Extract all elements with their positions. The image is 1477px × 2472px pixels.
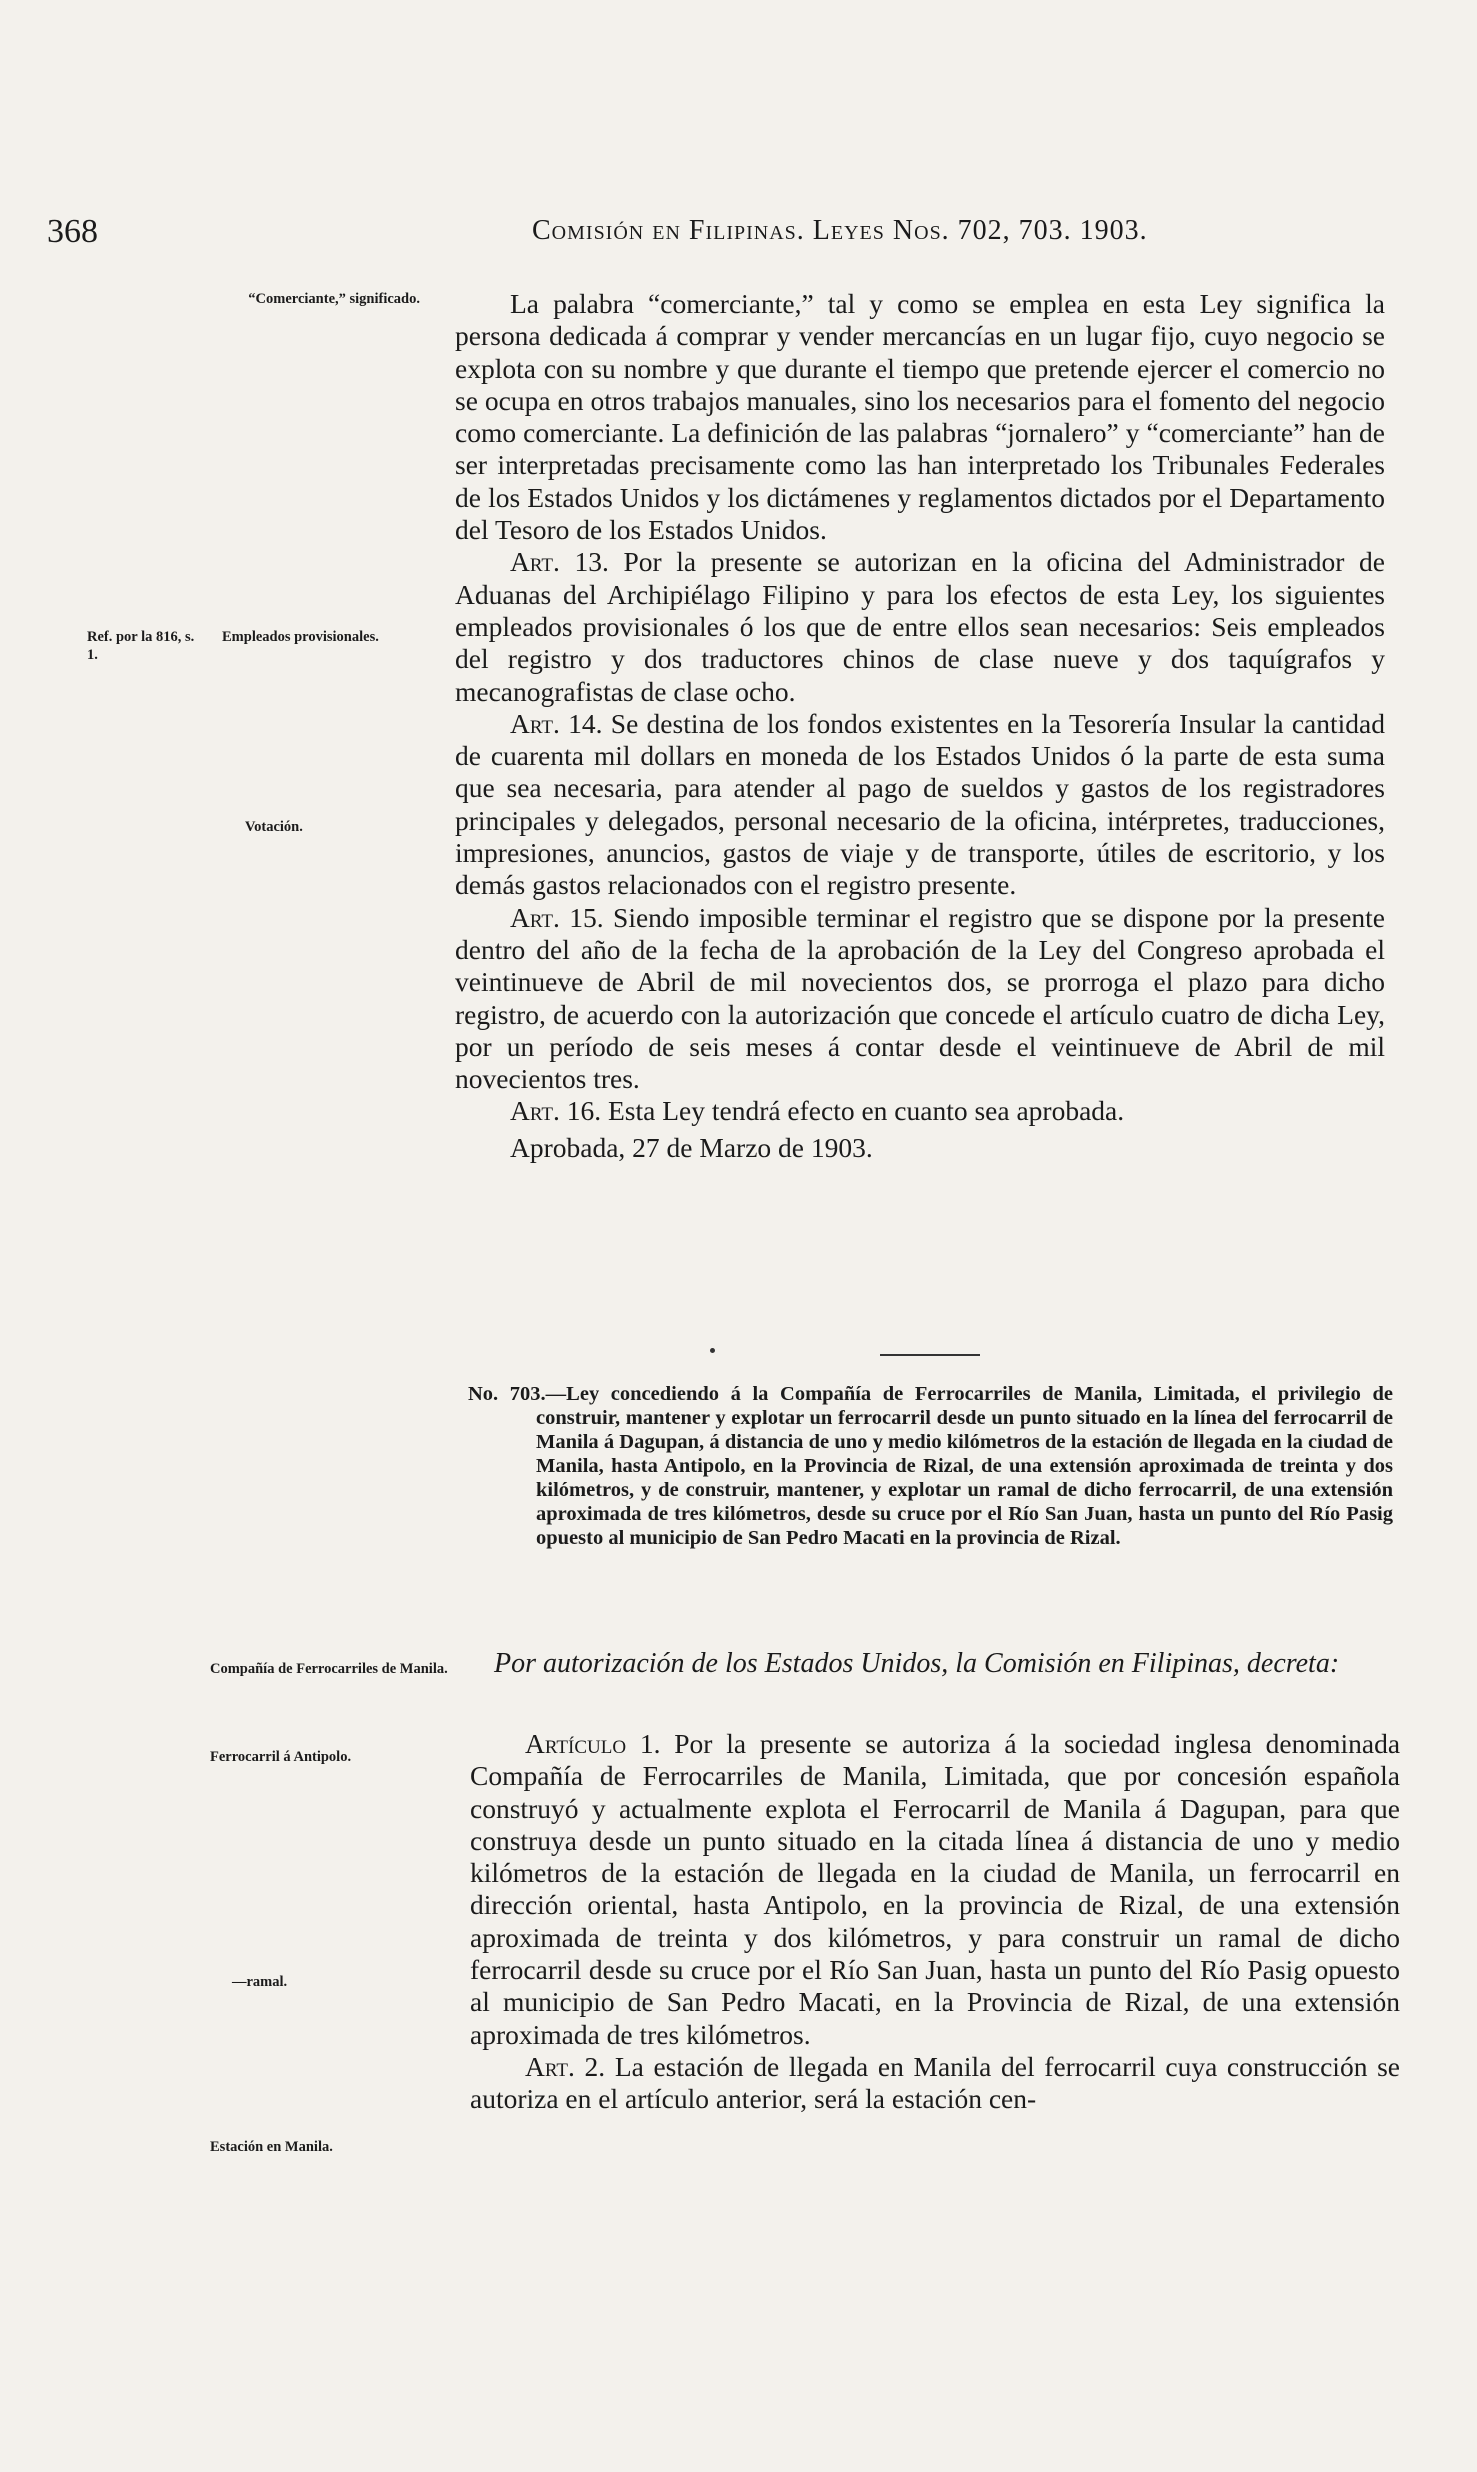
paragraph-art-15 (455, 902, 1385, 1096)
art-15-label: Art. 15. (510, 901, 604, 933)
margin-note-ramal: —ramal. (232, 1974, 288, 1990)
law-703-text (470, 1728, 1400, 2116)
art-16-label: Art. 16. (510, 1095, 602, 1127)
page-header (47, 213, 1377, 253)
decree-line: Por autorización de los Estados Unidos, la Comisión en Filipinas, decreta: (494, 1648, 1340, 1679)
margin-note-empleados: Empleados provisionales. (222, 629, 379, 645)
law-702-text (455, 288, 1385, 1164)
separator-dot (710, 1348, 715, 1353)
art-13-text: Por la presente se autorizan en la oficina del Administrador de Aduanas del Archipiélago Filipino y para los efectos de esta Ley, los siguientes empleados provisionales ó los que de entre ellos sean necesarios: Seis empleados del registro y dos traductores chinos de clase nueve y dos taquígrafos y mecanografistas de clase ocho. (455, 546, 1385, 707)
paragraph-art-2 (470, 2051, 1400, 2116)
margin-note-ferrocarril: Ferrocarril á Antipolo. (210, 1749, 352, 1765)
paragraph-art-14 (455, 708, 1385, 902)
art-14-text: Se destina de los fondos existentes en la Tesorería Insular la cantidad de cuarenta mil dollars en moneda de los Estados Unidos ó la parte de esta suma que sea necesaria, para atender al pago de sueldos y gastos de los registradores principales y delegados, personal necesario de la oficina, intérpretes, traducciones, impresiones, anuncios, gastos de viaje y de transporte, útiles de escritorio, y los demás gastos relacionados con el registro presente. (455, 707, 1386, 901)
art-14-label: Art. 14. (510, 707, 603, 739)
law-703-number: No. 703. (468, 1383, 546, 1405)
margin-note-comerciante: “Comerciante,” significado. (248, 291, 420, 307)
art-16-text: Esta Ley tendrá efecto en cuanto sea aprobada. (608, 1095, 1125, 1127)
law-703-title-text: —Ley concediendo á la Compañía de Ferrocarriles de Manila, Limitada, el privilegio de construir, mantener y explotar un ferrocarril desde un punto situado en la línea del ferrocarril de Manila á Dagupan, á distancia de uno y medio kilómetros de la estación de llegada en la ciudad de Manila, hasta Antipolo, en la Provincia de Rizal, de una extensión aproximada de treinta y dos kilómetros, y de construir, mantener, y explotar un ramal de dicho ferrocarril, de una extensión aproximada de tres kilómetros, desde su cruce por el Río San Juan, hasta un punto del Río Pasig opuesto al municipio de San Pedro Macati en la provincia de Rizal. (536, 1383, 1393, 1549)
approval-line: Aprobada, 27 de Marzo de 1903. (510, 1131, 873, 1163)
margin-note-compania: Compañía de Ferrocarriles de Manila. (210, 1661, 448, 1677)
paragraph-art-13 (455, 546, 1385, 707)
art-1-text: Por la presente se autoriza á la sociedad inglesa denominada Compañía de Ferrocarriles de Manila, Limitada, que por concesión española construyó y actualmente explota el Ferrocarril de Manila á Dagupan, para que construya desde un punto situado en la citada línea á distancia de uno y medio kilómetros de la estación de llegada en la ciudad de Manila, un ferrocarril en dirección oriental, hasta Antipolo, en la provincia de Rizal, de una extensión aproximada de treinta y dos kilómetros, y para construir un ramal de dicho ferrocarril desde su cruce por el Río San Juan, hasta un punto del Río Pasig opuesto al municipio de San Pedro Macati, en la Provincia de Rizal, de una extensión aproximada de tres kilómetros. (470, 1728, 1401, 2050)
margin-note-estacion: Estación en Manila. (210, 2139, 333, 2155)
art-1-label: Artículo 1. (525, 1728, 661, 1759)
art-13-label: Art. 13. (510, 546, 609, 578)
art-15-text: Siendo imposible terminar el registro que se dispone por la presente dentro del año de la fecha de la aprobación de la Ley del Congreso aprobada el veintinueve de Abril de mil novecientos dos, se prorroga el plazo para dicho registro, de acuerdo con la autorización que concede el artículo cuatro de dicha Ley, por un período de seis meses á contar desde el veintinueve de Abril de mil novecientos tres. (455, 901, 1386, 1095)
paragraph-comerciante: La palabra “comerciante,” tal y como se emplea en esta Ley significa la persona dedicada á comprar y vender mercancías en un lugar fijo, cuyo negocio se explota con su nombre y que durante el tiempo que pretende ejercer el comercio no se ocupa en otros trabajos manuales, sino los necesarios para el fomento del negocio como comerciante. La definición de las palabras “jornalero” y “comerciante” han de ser interpretadas precisamente como las han interpretado los Tribunales Federales de los Estados Unidos y los dictámenes y reglamentos dictados por el Departamento del Tesoro de los Estados Unidos. (455, 288, 1385, 546)
running-head: Comisión en Filipinas. Leyes Nos. 702, 703. 1903. (532, 215, 1148, 246)
art-2-text: La estación de llegada en Manila del ferrocarril cuya construcción se autoriza en el artículo anterior, será la estación cen- (470, 2050, 1401, 2115)
paragraph-art-1 (470, 1728, 1400, 2051)
page-number: 368 (47, 213, 98, 250)
art-2-label: Art. 2. (525, 2050, 606, 2082)
section-divider (880, 1354, 980, 1356)
law-703-title (468, 1382, 1393, 1550)
margin-note-votacion: Votación. (245, 819, 303, 835)
paragraph-art-16 (455, 1095, 1385, 1127)
margin-note-ref: Ref. por la 816, s. 1. (87, 629, 195, 663)
